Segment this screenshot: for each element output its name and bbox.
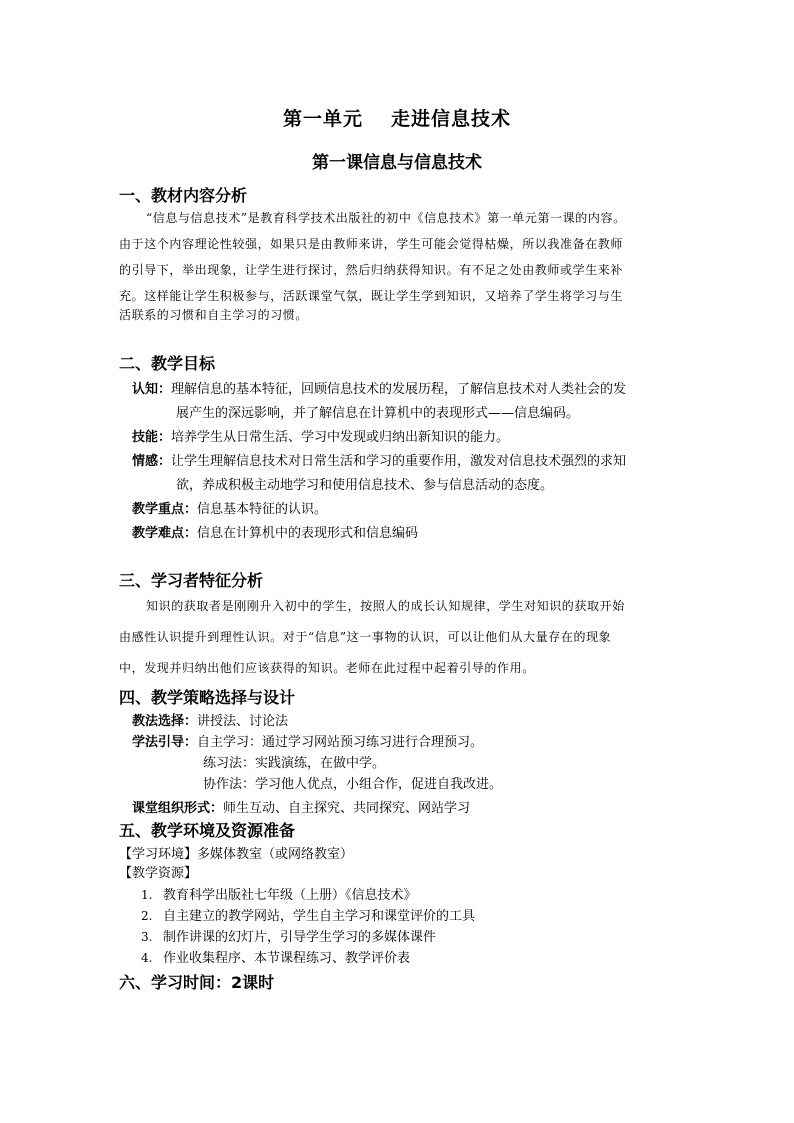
lesson-title: 第一课信息与信息技术 xyxy=(312,153,482,173)
collaboration-method-text: 协作法：学习他人优点，小组合作，促进自我改进。 xyxy=(203,777,503,792)
teaching-method-label: 教法选择： xyxy=(132,714,198,729)
unit-number: 第一单元 xyxy=(282,108,363,130)
learning-guidance xyxy=(132,731,483,750)
learning-environment-label: 【学习环境】 xyxy=(119,847,198,862)
key-point xyxy=(132,498,327,517)
resource-item xyxy=(141,947,410,966)
emotion-label: 情感： xyxy=(132,454,172,469)
class-organization-text: 师生互动、自主探究、共同探究、网站学习 xyxy=(223,801,471,816)
resource-item-text: 作业收集程序、本节课程练习、教学评价表 xyxy=(163,951,411,966)
cognition-text: 理解信息的基本特征，回顾信息技术的发展历程，了解信息技术对人类社会的发 xyxy=(171,382,627,397)
unit-title xyxy=(0,104,794,131)
resource-item-text: 自主建立的教学网站，学生自主学习和课堂评价的工具 xyxy=(163,909,476,924)
resource-item-text: 制作讲课的幻灯片，引导学生学习的多媒体课件 xyxy=(163,930,437,945)
difficult-point-text: 信息在计算机中的表现形式和信息编码 xyxy=(197,526,419,541)
difficult-point xyxy=(132,522,418,541)
section-1-paragraph-line: 由于这个内容理论性较强，如果只是由教师来讲，学生可能会觉得枯燥，所以我准备在教师 xyxy=(119,237,624,251)
cognition-text-cont: 展产生的深远影响，并了解信息在计算机中的表现形式——信息编码。 xyxy=(176,406,580,421)
section-1-paragraph-line: 活联系的习惯和自主学习的习惯。 xyxy=(119,308,309,322)
unit-name: 走进信息技术 xyxy=(391,108,512,130)
skill-label: 技能： xyxy=(132,430,172,445)
skill-objective xyxy=(132,426,509,445)
learning-guidance-label: 学法引导： xyxy=(132,735,198,750)
self-study-text: 自主学习：通过学习网站预习练习进行合理预习。 xyxy=(197,735,484,750)
section-3-paragraph-line: 由感性认识提升到理性认识。对于“信息”这一事物的认识，可以让他们从大量存在的现象 xyxy=(119,630,612,644)
difficult-point-label: 教学难点： xyxy=(132,526,198,541)
resource-item-number: 3. xyxy=(141,930,153,944)
resource-item-number: 4. xyxy=(141,951,153,965)
resource-item-number: 1. xyxy=(141,888,153,902)
section-1-paragraph-line: “信息与信息技术”是教育科学技术出版社的初中《信息技术》第一单元第一课的内容。 xyxy=(146,211,626,225)
cognition-objective xyxy=(132,378,626,397)
key-point-label: 教学重点： xyxy=(132,502,198,517)
key-point-text: 信息基本特征的认识。 xyxy=(197,502,328,517)
cognition-label: 认知： xyxy=(132,382,172,397)
section-2-heading: 二、教学目标 xyxy=(119,354,216,373)
section-3-paragraph-line: 中，发现并归纳出他们应该获得的知识。老师在此过程中起着引导的作用。 xyxy=(119,661,535,675)
section-1-paragraph-line: 的引导下，举出现象，让学生进行探讨，然后归纳获得知识。有不足之处由教师或学生来补 xyxy=(119,263,624,277)
teaching-method-text: 讲授法、讨论法 xyxy=(197,714,289,729)
class-organization xyxy=(132,797,470,816)
resource-item xyxy=(141,905,475,924)
section-3-heading: 三、学习者特征分析 xyxy=(119,571,264,590)
teaching-resources-label: 【教学资源】 xyxy=(119,866,198,881)
section-3-paragraph-line: 知识的获取者是刚刚升入初中的学生，按照人的成长认知规律，学生对知识的获取开始 xyxy=(146,599,625,613)
emotion-text-cont: 欲，养成积极主动地学习和使用信息技术、参与信息活动的态度。 xyxy=(176,478,554,493)
skill-text: 培养学生从日常生活、学习中发现或归纳出新知识的能力。 xyxy=(171,430,510,445)
learning-environment-text: 多媒体教室（或网络教室） xyxy=(197,847,354,862)
resource-item-number: 2. xyxy=(141,909,153,923)
teaching-method xyxy=(132,710,288,729)
section-1-paragraph-line: 充。这样能让学生积极参与，活跃课堂气氛，既让学生学到知识，又培养了学生将学习与生 xyxy=(119,289,624,303)
resource-item xyxy=(141,926,436,945)
resource-item-text: 教育科学出版社七年级（上册）《信息技术》 xyxy=(163,888,417,903)
class-organization-label: 课堂组织形式： xyxy=(132,801,224,816)
section-1-heading: 一、教材内容分析 xyxy=(119,186,248,205)
learning-environment xyxy=(119,843,353,862)
resource-item xyxy=(141,884,417,903)
emotion-objective xyxy=(132,450,626,469)
practice-method-text: 练习法：实践演练，在做中学。 xyxy=(203,756,386,771)
section-6-heading: 六、学习时间：2课时 xyxy=(119,973,275,992)
section-5-heading: 五、教学环境及资源准备 xyxy=(119,821,296,840)
emotion-text: 让学生理解信息技术对日常生活和学习的重要作用，激发对信息技术强烈的求知 xyxy=(171,454,627,469)
section-4-heading: 四、教学策略选择与设计 xyxy=(119,688,296,707)
